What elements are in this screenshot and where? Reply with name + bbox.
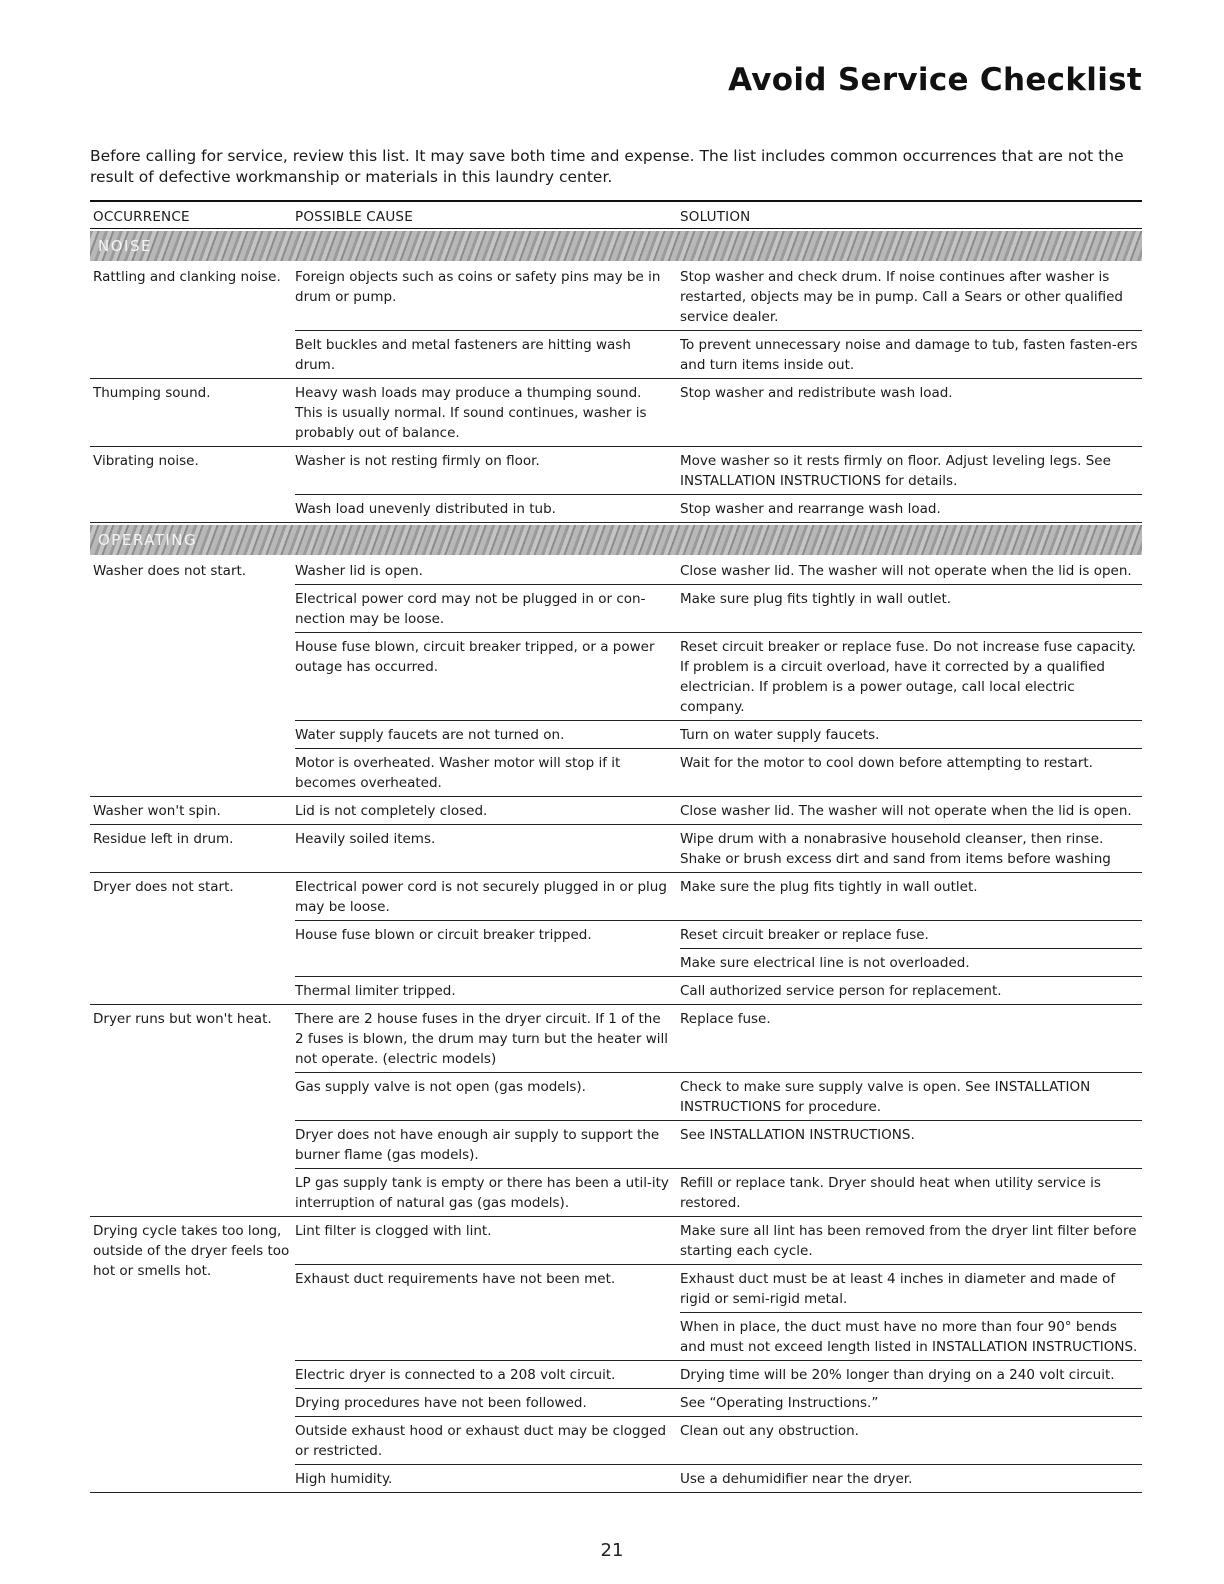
solution-cell: To prevent unnecessary noise and damage to tub, fasten fasten-ers and turn items inside out. bbox=[680, 337, 1138, 373]
cause-cell: Washer is not resting firmly on floor. bbox=[295, 453, 540, 469]
solution-column bbox=[680, 825, 1142, 872]
cause-cell: High humidity. bbox=[295, 1471, 393, 1487]
table-row bbox=[295, 447, 1142, 494]
table-row bbox=[295, 873, 1142, 920]
cause-solution-rows bbox=[295, 379, 1142, 446]
cause-cell: Lint filter is clogged with lint. bbox=[295, 1223, 492, 1239]
solution-column bbox=[680, 495, 1142, 522]
solution-column bbox=[680, 1169, 1142, 1216]
cause-cell: Drying procedures have not been followed. bbox=[295, 1395, 587, 1411]
occurrence-cell: Residue left in drum. bbox=[93, 831, 234, 847]
occurrence-group bbox=[90, 1217, 1142, 1493]
solution-cell: Make sure all lint has been removed from the dryer lint filter before starting each cycle. bbox=[680, 1223, 1137, 1259]
table-row bbox=[295, 557, 1142, 584]
solution-cell: Clean out any obstruction. bbox=[680, 1423, 859, 1439]
solution-column bbox=[680, 1217, 1142, 1264]
solution-cell: When in place, the duct must have no more than four 90° bends and must not exceed length listed in INSTALLATION INSTRUCTIONS. bbox=[680, 1312, 1142, 1360]
solution-column bbox=[680, 585, 1142, 632]
table-row bbox=[295, 1416, 1142, 1464]
solution-cell: Replace fuse. bbox=[680, 1011, 771, 1027]
cause-cell: LP gas supply tank is empty or there has been a util-ity interruption of natural gas (gas models). bbox=[295, 1175, 669, 1211]
solution-column bbox=[680, 1389, 1142, 1416]
solution-column bbox=[680, 1265, 1142, 1360]
cause-cell: Washer lid is open. bbox=[295, 563, 423, 579]
table-row bbox=[295, 748, 1142, 796]
cause-solution-rows bbox=[295, 1217, 1142, 1492]
solution-cell: Reset circuit breaker or replace fuse. Do not increase fuse capacity. If problem is a circuit overload, have it corrected by a qualified electrician. If problem is a power outage, call local electric company. bbox=[680, 639, 1136, 715]
table-row bbox=[295, 330, 1142, 378]
solution-column bbox=[680, 977, 1142, 1004]
occurrence-cell: Rattling and clanking noise. bbox=[93, 269, 281, 285]
solution-cell: Make sure electrical line is not overloaded. bbox=[680, 948, 1142, 976]
solution-cell: Check to make sure supply valve is open. See INSTALLATION INSTRUCTIONS for procedure. bbox=[680, 1079, 1091, 1115]
solution-cell: Close washer lid. The washer will not operate when the lid is open. bbox=[680, 563, 1132, 579]
occurrence-cell: Vibrating noise. bbox=[93, 453, 199, 469]
occurrence-group bbox=[90, 263, 1142, 379]
table-row bbox=[295, 797, 1142, 824]
cause-solution-rows bbox=[295, 825, 1142, 872]
cause-cell: House fuse blown, circuit breaker tripped, or a power outage has occurred. bbox=[295, 639, 655, 675]
table-row bbox=[295, 920, 1142, 976]
solution-cell: Use a dehumidifier near the dryer. bbox=[680, 1471, 913, 1487]
table-body bbox=[90, 231, 1142, 1493]
header-cause: POSSIBLE CAUSE bbox=[295, 209, 413, 225]
table-row bbox=[295, 1168, 1142, 1216]
occurrence-cell: Dryer does not start. bbox=[93, 879, 234, 895]
table-row bbox=[295, 1120, 1142, 1168]
table-row bbox=[295, 720, 1142, 748]
solution-cell: Close washer lid. The washer will not operate when the lid is open. bbox=[680, 803, 1132, 819]
occurrence-group bbox=[90, 557, 1142, 797]
table-header bbox=[90, 200, 1142, 229]
cause-cell: Foreign objects such as coins or safety pins may be in drum or pump. bbox=[295, 269, 661, 305]
cause-cell: Thermal limiter tripped. bbox=[295, 983, 456, 999]
occurrence-cell: Washer won't spin. bbox=[93, 803, 221, 819]
table-row bbox=[295, 976, 1142, 1004]
solution-cell: Stop washer and redistribute wash load. bbox=[680, 385, 953, 401]
table-row bbox=[295, 494, 1142, 522]
occurrence-group bbox=[90, 825, 1142, 873]
solution-cell: See “Operating Instructions.” bbox=[680, 1395, 879, 1411]
solution-column bbox=[680, 749, 1142, 796]
occurrence-group bbox=[90, 873, 1142, 1005]
cause-solution-rows bbox=[295, 1005, 1142, 1216]
solution-column bbox=[680, 1361, 1142, 1388]
occurrence-group bbox=[90, 1005, 1142, 1217]
solution-column bbox=[680, 1073, 1142, 1120]
solution-column bbox=[680, 873, 1142, 920]
solution-cell: Call authorized service person for replacement. bbox=[680, 983, 1002, 999]
cause-cell: Outside exhaust hood or exhaust duct may be clogged or restricted. bbox=[295, 1423, 667, 1459]
table-row bbox=[295, 1360, 1142, 1388]
occurrence-cell: Drying cycle takes too long, outside of the dryer feels too hot or smells hot. bbox=[93, 1223, 290, 1279]
table-row bbox=[295, 1005, 1142, 1072]
solution-cell: Wipe drum with a nonabrasive household cleanser, then rinse. Shake or brush excess dirt and sand from items before washing bbox=[680, 831, 1111, 867]
solution-column bbox=[680, 921, 1142, 976]
table-row bbox=[295, 632, 1142, 720]
occurrence-cell: Dryer runs but won't heat. bbox=[93, 1011, 272, 1027]
solution-column bbox=[680, 633, 1142, 720]
cause-cell: Heavily soiled items. bbox=[295, 831, 436, 847]
cause-cell: Electrical power cord may not be plugged in or con-nection may be loose. bbox=[295, 591, 646, 627]
header-occurrence: OCCURRENCE bbox=[93, 209, 190, 225]
solution-column bbox=[680, 797, 1142, 824]
solution-column bbox=[680, 447, 1142, 494]
cause-solution-rows bbox=[295, 557, 1142, 796]
cause-cell: Dryer does not have enough air supply to support the burner flame (gas models). bbox=[295, 1127, 660, 1163]
table-row bbox=[295, 825, 1142, 872]
solution-column bbox=[680, 721, 1142, 748]
solution-cell: Stop washer and check drum. If noise continues after washer is restarted, objects may be in pump. Call a Sears or other qualified service dealer. bbox=[680, 269, 1123, 325]
cause-cell: Motor is overheated. Washer motor will stop if it becomes overheated. bbox=[295, 755, 621, 791]
solution-cell: Exhaust duct must be at least 4 inches in diameter and made of rigid or semi-rigid metal. bbox=[680, 1271, 1116, 1307]
cause-solution-rows bbox=[295, 797, 1142, 824]
cause-cell: Exhaust duct requirements have not been met. bbox=[295, 1271, 616, 1287]
solution-cell: Turn on water supply faucets. bbox=[680, 727, 880, 743]
cause-cell: Water supply faucets are not turned on. bbox=[295, 727, 565, 743]
cause-cell: House fuse blown or circuit breaker tripped. bbox=[295, 927, 592, 943]
solution-cell: See INSTALLATION INSTRUCTIONS. bbox=[680, 1127, 915, 1143]
cause-cell: There are 2 house fuses in the dryer circuit. If 1 of the 2 fuses is blown, the drum may turn but the heater will not operate. (electric models) bbox=[295, 1011, 668, 1067]
solution-cell: Drying time will be 20% longer than drying on a 240 volt circuit. bbox=[680, 1367, 1115, 1383]
table-row bbox=[295, 263, 1142, 330]
solution-column bbox=[680, 557, 1142, 584]
cause-solution-rows bbox=[295, 447, 1142, 522]
table-row bbox=[295, 1072, 1142, 1120]
cause-cell: Electrical power cord is not securely plugged in or plug may be loose. bbox=[295, 879, 667, 915]
cause-cell: Gas supply valve is not open (gas models). bbox=[295, 1079, 586, 1095]
solution-cell: Reset circuit breaker or replace fuse. bbox=[680, 927, 929, 943]
solution-cell: Make sure the plug fits tightly in wall outlet. bbox=[680, 879, 978, 895]
section-band: NOISE bbox=[90, 231, 1142, 261]
table-row bbox=[295, 1464, 1142, 1492]
occurrence-group bbox=[90, 797, 1142, 825]
cause-solution-rows bbox=[295, 873, 1142, 1004]
cause-cell: Wash load unevenly distributed in tub. bbox=[295, 501, 556, 517]
occurrence-group bbox=[90, 447, 1142, 523]
solution-cell: Wait for the motor to cool down before attempting to restart. bbox=[680, 755, 1093, 771]
table-row bbox=[295, 584, 1142, 632]
table-row bbox=[295, 1388, 1142, 1416]
solution-column bbox=[680, 379, 1142, 446]
section-band: OPERATING bbox=[90, 525, 1142, 555]
solution-column bbox=[680, 331, 1142, 378]
page-title: Avoid Service Checklist bbox=[728, 62, 1142, 98]
solution-column bbox=[680, 1121, 1142, 1168]
table-row bbox=[295, 1264, 1142, 1360]
solution-column bbox=[680, 1417, 1142, 1464]
occurrence-cell: Thumping sound. bbox=[93, 385, 211, 401]
cause-cell: Electric dryer is connected to a 208 volt circuit. bbox=[295, 1367, 616, 1383]
intro-text: Before calling for service, review this list. It may save both time and expense. The list includes common occurrences that are not the result of defective workmanship or materials in this laundry center. bbox=[90, 147, 1124, 186]
solution-column bbox=[680, 263, 1142, 330]
intro-paragraph bbox=[90, 146, 1140, 188]
solution-column bbox=[680, 1005, 1142, 1072]
solution-cell: Move washer so it rests firmly on floor. Adjust leveling legs. See INSTALLATION INSTRUCTIONS for details. bbox=[680, 453, 1111, 489]
header-solution: SOLUTION bbox=[680, 209, 751, 225]
solution-cell: Make sure plug fits tightly in wall outlet. bbox=[680, 591, 952, 607]
cause-cell: Belt buckles and metal fasteners are hitting wash drum. bbox=[295, 337, 631, 373]
solution-cell: Refill or replace tank. Dryer should heat when utility service is restored. bbox=[680, 1175, 1101, 1211]
cause-cell: Lid is not completely closed. bbox=[295, 803, 488, 819]
occurrence-cell: Washer does not start. bbox=[93, 563, 247, 579]
solution-column bbox=[680, 1465, 1142, 1492]
cause-solution-rows bbox=[295, 263, 1142, 378]
cause-cell: Heavy wash loads may produce a thumping sound. This is usually normal. If sound continues, washer is probably out of balance. bbox=[295, 385, 647, 441]
page-number: 21 bbox=[600, 1540, 624, 1561]
occurrence-group bbox=[90, 379, 1142, 447]
table-row bbox=[295, 1217, 1142, 1264]
checklist-table bbox=[90, 200, 1142, 1493]
solution-cell: Stop washer and rearrange wash load. bbox=[680, 501, 941, 517]
table-row bbox=[295, 379, 1142, 446]
